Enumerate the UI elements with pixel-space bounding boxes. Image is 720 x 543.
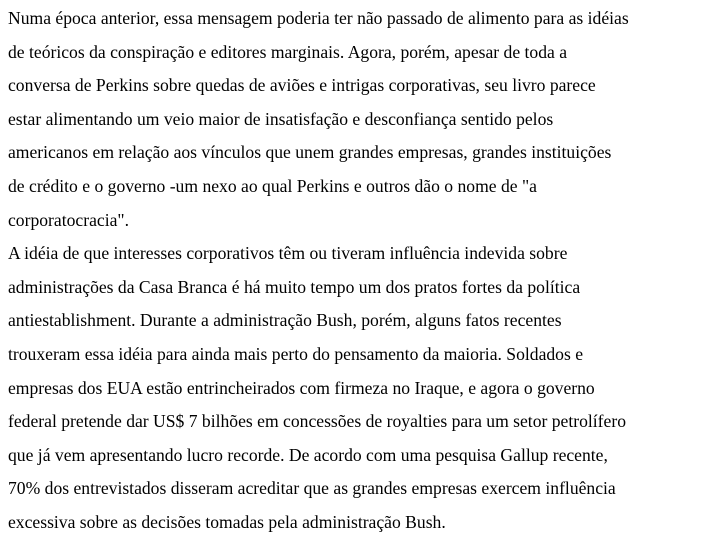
document-body (8, 5, 720, 543)
text-line: excessiva sobre as decisões tomadas pela administração Bush. (8, 511, 446, 532)
text-line: antiestablishment. Durante a administração Bush, porém, alguns fatos recentes (8, 310, 562, 331)
text-line: Numa época anterior, essa mensagem poderia ter não passado de alimento para as idéias (8, 8, 629, 28)
text-line: A idéia de que interesses corporativos têm ou tiveram influência indevida sobre (8, 243, 568, 264)
text-line: empresas dos EUA estão entrincheirados com firmeza no Iraque, e agora o governo (8, 377, 595, 398)
text-line: conversa de Perkins sobre quedas de aviões e intrigas corporativas, seu livro parece (8, 75, 596, 96)
text-line: administrações da Casa Branca é há muito tempo um dos pratos fortes da política (8, 276, 581, 297)
text-line: 70% dos entrevistados disseram acreditar que as grandes empresas exercem influência (8, 478, 616, 499)
paragraph-2 (8, 240, 720, 542)
paragraph-1 (8, 5, 720, 240)
text-line: corporatocracia". (8, 209, 129, 230)
text-line: de crédito e o governo -um nexo ao qual Perkins e outros dão o nome de "a (8, 175, 537, 196)
text-line: americanos em relação aos vínculos que unem grandes empresas, grandes instituições (8, 142, 612, 163)
text-line: federal pretende dar US$ 7 bilhões em concessões de royalties para um setor petrolífero (8, 411, 626, 432)
text-line: que já vem apresentando lucro recorde. De acordo com uma pesquisa Gallup recente, (8, 444, 608, 465)
text-line: trouxeram essa idéia para ainda mais perto do pensamento da maioria. Soldados e (8, 343, 584, 364)
text-line: de teóricos da conspiração e editores marginais. Agora, porém, apesar de toda a (8, 41, 568, 62)
text-line: estar alimentando um veio maior de insatisfação e desconfiança sentido pelos (8, 108, 554, 129)
